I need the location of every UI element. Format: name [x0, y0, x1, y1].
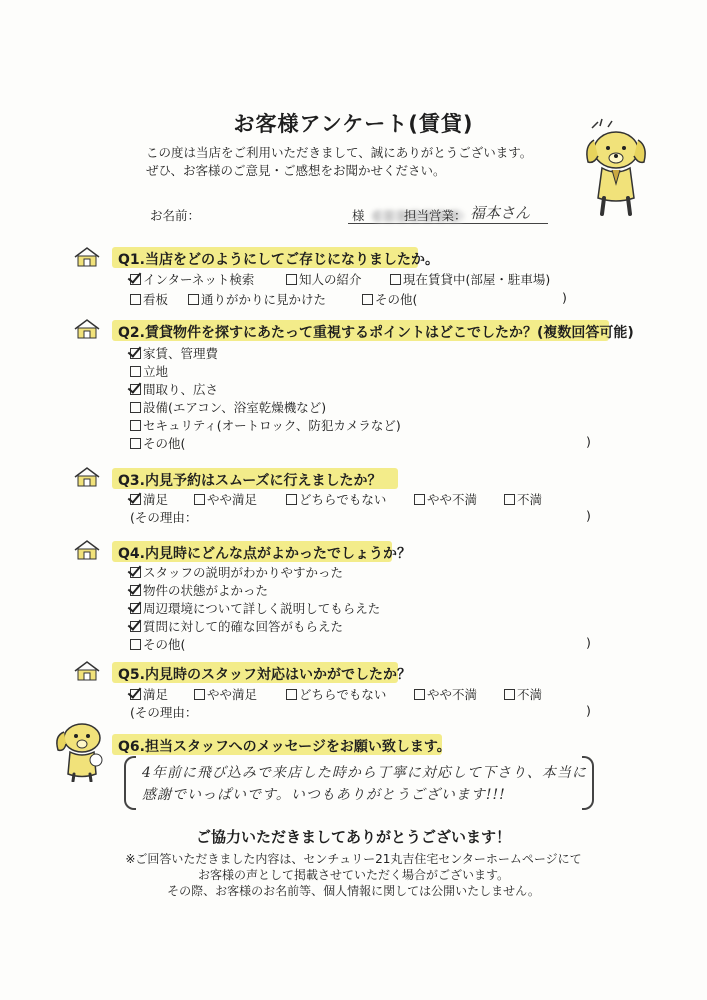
- dog-mascot-icon: [578, 118, 654, 218]
- intro-line-2: ぜひ、お客様のご意見・ご感想をお聞かせください。: [146, 163, 446, 178]
- checkbox[interactable]: [130, 384, 141, 395]
- intro-line-1: この度は当店をご利用いただきまして、誠にありがとうございます。: [146, 145, 533, 160]
- staff-underline: [468, 223, 548, 224]
- q1-close-paren: ): [562, 290, 567, 305]
- q1-option[interactable]: 知人の紹介: [286, 270, 362, 288]
- q3-close-paren: ): [586, 508, 591, 523]
- checkbox[interactable]: [130, 420, 141, 431]
- checkbox[interactable]: [194, 494, 205, 505]
- message-bracket-left: [124, 756, 136, 810]
- q5-option[interactable]: やや不満: [414, 685, 477, 703]
- q3-title: Q3.内見予約はスムーズに行えましたか？: [118, 473, 382, 489]
- checkbox[interactable]: [130, 621, 141, 632]
- q3-option[interactable]: 不満: [504, 490, 542, 508]
- q3-option[interactable]: 満足: [130, 490, 168, 508]
- checkbox[interactable]: [130, 494, 141, 505]
- q1-title: Q1.当店をどのようにしてご存じになりましたか。: [118, 252, 439, 268]
- q5-option[interactable]: 不満: [504, 685, 542, 703]
- checkbox[interactable]: [286, 689, 297, 700]
- footer-note-3: その際、お客様のお名前等、個人情報に関しては公開いたしません。: [167, 884, 540, 898]
- q3-option[interactable]: やや不満: [414, 490, 477, 508]
- q2-option[interactable]: その他(: [130, 434, 185, 452]
- message-line-1: 4年前に飛び込みで来店した時から丁寧に対応して下さり、本当に: [142, 765, 587, 781]
- q5-reason: (その理由：: [130, 705, 198, 720]
- checkbox[interactable]: [286, 274, 297, 285]
- checkbox[interactable]: [130, 639, 141, 650]
- q2-close-paren: ): [586, 434, 591, 449]
- page-title: お客様アンケート(賃貸): [233, 112, 474, 136]
- checkbox[interactable]: [130, 585, 141, 596]
- checkbox[interactable]: [130, 567, 141, 578]
- checkbox[interactable]: [504, 494, 515, 505]
- checkbox[interactable]: [504, 689, 515, 700]
- thanks-heading: ご協力いただきましてありがとうございます！: [195, 828, 511, 846]
- q5-option[interactable]: やや満足: [194, 685, 257, 703]
- q4-option[interactable]: 質問に対して的確な回答がもらえた: [130, 617, 343, 635]
- q4-option[interactable]: 物件の状態がよかった: [130, 581, 268, 599]
- q2-option[interactable]: 家賃、管理費: [130, 344, 218, 362]
- checkbox[interactable]: [414, 494, 425, 505]
- q5-title: Q5.内見時のスタッフ対応はいかがでしたか？: [118, 667, 411, 683]
- checkbox[interactable]: [130, 294, 141, 305]
- checkbox[interactable]: [130, 366, 141, 377]
- house-icon: [72, 246, 102, 268]
- checkbox[interactable]: [362, 294, 373, 305]
- checkbox[interactable]: [130, 438, 141, 449]
- q1-option[interactable]: インターネット検索: [130, 270, 254, 288]
- customer-row: [150, 203, 550, 227]
- q5-close-paren: ): [586, 703, 591, 718]
- name-label: お名前：: [150, 208, 201, 223]
- checkbox[interactable]: [390, 274, 401, 285]
- staff-label: 担当営業：: [404, 208, 467, 223]
- q2-option[interactable]: セキュリティ(オートロック、防犯カメラなど): [130, 416, 401, 434]
- q2-option[interactable]: 立地: [130, 362, 168, 380]
- checkbox[interactable]: [130, 274, 141, 285]
- checkbox[interactable]: [286, 494, 297, 505]
- q3-reason: (その理由：: [130, 510, 198, 525]
- q3-option[interactable]: どちらでもない: [286, 490, 386, 508]
- house-icon: [72, 466, 102, 488]
- q1-option[interactable]: その他(: [362, 290, 417, 308]
- footer-note-1: ※ご回答いただきました内容は、センチュリー21丸吉住宅センターホームページにて: [125, 852, 582, 866]
- q4-option[interactable]: スタッフの説明がわかりやすかった: [130, 563, 343, 581]
- q1-option[interactable]: 通りがかりに見かけた: [188, 290, 326, 308]
- q6-title: Q6.担当スタッフへのメッセージをお願い致します。: [118, 739, 451, 755]
- house-icon: [72, 660, 102, 682]
- q2-title: Q2.賃貸物件を探すにあたって重視するポイントはどこでしたか？(複数回答可能): [118, 325, 634, 341]
- q4-close-paren: ): [586, 635, 591, 650]
- q3-option[interactable]: やや満足: [194, 490, 257, 508]
- dog-mascot-icon: [52, 718, 110, 782]
- checkbox[interactable]: [414, 689, 425, 700]
- q4-option[interactable]: その他(: [130, 635, 185, 653]
- checkbox[interactable]: [130, 689, 141, 700]
- q2-option[interactable]: 設備(エアコン、浴室乾燥機など): [130, 398, 326, 416]
- staff-name: 福本さん: [470, 204, 531, 222]
- q1-option[interactable]: 現在賃貸中(部屋・駐車場): [390, 270, 550, 288]
- house-icon: [72, 539, 102, 561]
- q5-option[interactable]: 満足: [130, 685, 168, 703]
- q2-option[interactable]: 間取り、広さ: [130, 380, 218, 398]
- message-box[interactable]: [124, 756, 594, 808]
- q4-title: Q4.内見時にどんな点がよかったでしょうか？: [118, 546, 411, 562]
- q4-option[interactable]: 周辺環境について詳しく説明してもらえた: [130, 599, 380, 617]
- checkbox[interactable]: [130, 603, 141, 614]
- house-icon: [72, 318, 102, 340]
- q5-option[interactable]: どちらでもない: [286, 685, 386, 703]
- footer-note-2: お客様の声として掲載させていただく場合がございます。: [197, 868, 510, 882]
- checkbox[interactable]: [130, 402, 141, 413]
- q1-option[interactable]: 看板: [130, 290, 168, 308]
- checkbox[interactable]: [188, 294, 199, 305]
- message-line-2: 感謝でいっぱいです。いつもありがとうございます!!!: [142, 787, 506, 803]
- checkbox[interactable]: [194, 689, 205, 700]
- checkbox[interactable]: [130, 348, 141, 359]
- honorific: 様: [352, 208, 365, 223]
